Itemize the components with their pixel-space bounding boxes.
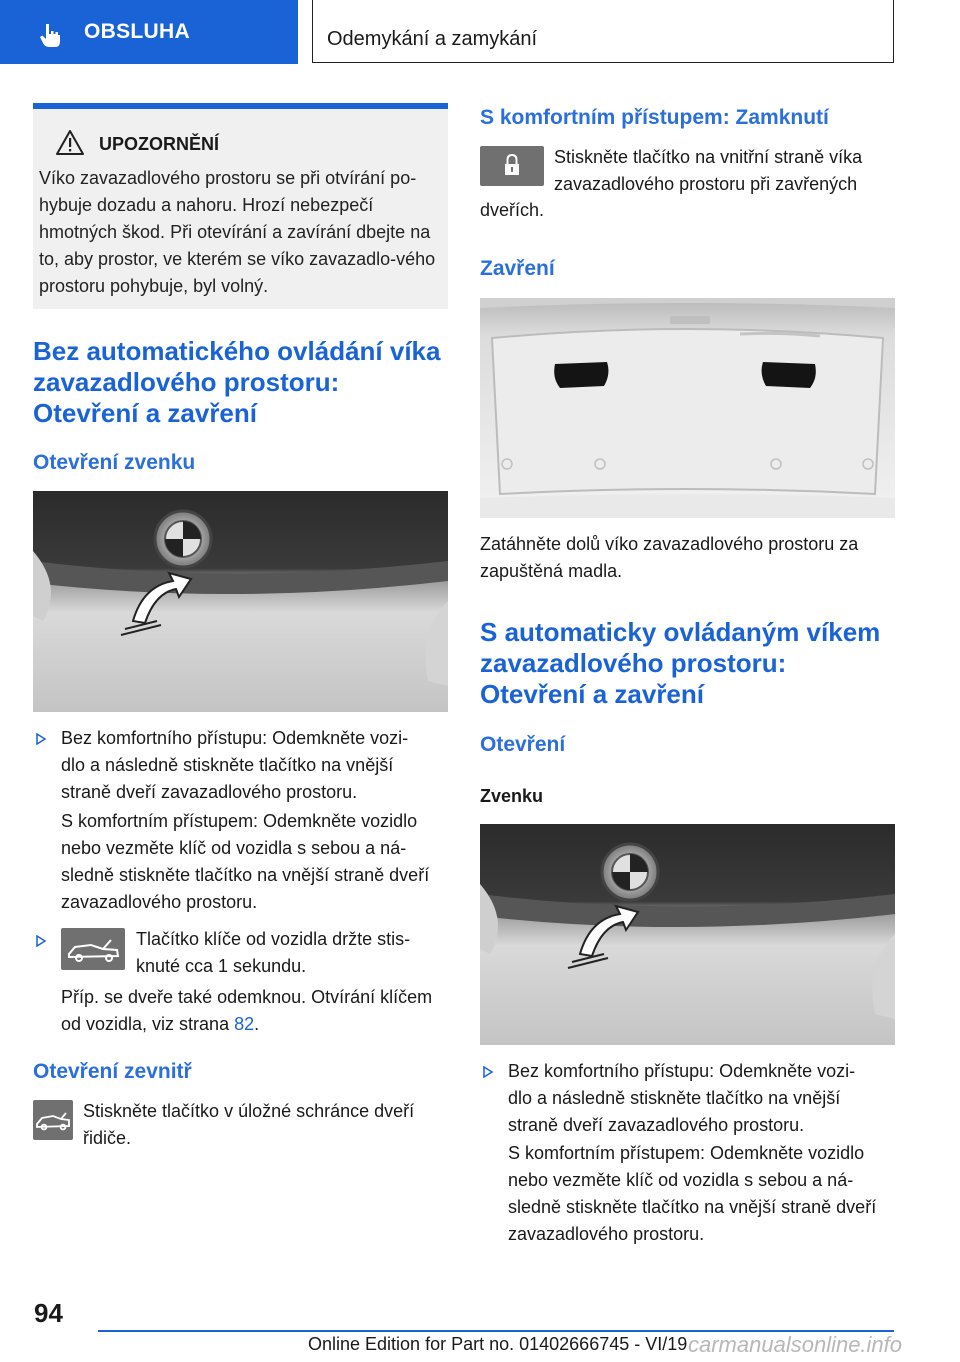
lock-icon (480, 146, 544, 186)
edition-text: Online Edition for Part no. 01402666745 - VI/19 (308, 1334, 688, 1354)
triangle-bullet-icon (35, 935, 47, 947)
bullet-text: knuté cca 1 sekundu. (136, 956, 307, 976)
text-span: od vozidla, viz strana (61, 1014, 235, 1034)
page-number: 94 (34, 1298, 63, 1328)
chapter-title: Odemykání a zamykání (327, 28, 538, 50)
bullet-text-with-link (61, 1011, 259, 1038)
section-label: OBSLUHA (84, 20, 190, 43)
warning-triangle-icon (55, 129, 85, 156)
instruction-text: dveřích. (480, 200, 545, 220)
subheading-open: Otevření (480, 733, 566, 756)
subheading-open-outside: Otevření zvenku (33, 451, 196, 474)
bullet-text: zavazadlového prostoru. (61, 892, 258, 912)
left-heading-line2: zavazadlového prostoru: (33, 367, 340, 397)
car-trunk-icon (33, 1100, 73, 1140)
bullet-text: dlo a následně stiskněte tlačítko na vnější (508, 1088, 841, 1108)
bullet-text: sledně stiskněte tlačítko na vnější straně dveří (508, 1197, 877, 1217)
trunk-button-photo (480, 824, 895, 1045)
bullet-text: zavazadlového prostoru. (508, 1224, 705, 1244)
bullet-text: dlo a následně stiskněte tlačítko na vnější (61, 755, 394, 775)
instruction-text: zapuštěná madla. (480, 561, 623, 581)
car-trunk-icon (61, 928, 125, 970)
left-heading-line1: Bez automatického ovládání víka (33, 336, 441, 366)
subheading-open-inside: Otevření zevnitř (33, 1060, 192, 1083)
bullet-text: Bez komfortního přístupu: Odemkněte vozi- (61, 728, 409, 748)
trunk-lid-interior-photo (480, 298, 895, 518)
section-tab[interactable] (0, 0, 298, 64)
bullet-text: straně dveří zavazadlového prostoru. (508, 1115, 805, 1135)
page-link[interactable]: 82 (234, 1014, 255, 1034)
right-heading-line2: zavazadlového prostoru: (480, 648, 787, 678)
triangle-bullet-icon (482, 1066, 494, 1078)
chapter-header (312, 0, 894, 63)
bullet-text: straně dveří zavazadlového prostoru. (61, 782, 358, 802)
warning-text: Víko zavazadlového prostoru se při otvírání po-hybuje dozadu a nahoru. Hrozí nebezpečí hmotných škod. Při otevírání a zavírání dbejte na to, aby prostor, ve kterém se víko zavazadlo-vého prostoru pohybuje, byl volný. (39, 168, 436, 296)
bullet-text: S komfortním přístupem: Odemkněte vozidlo (508, 1143, 865, 1163)
instruction-text: řidiče. (83, 1128, 132, 1148)
left-heading-line3: Otevření a zavření (33, 398, 257, 428)
trunk-button-photo (33, 491, 448, 712)
watermark: carmanualsonline.info (688, 1332, 903, 1357)
subheading-close: Zavření (480, 257, 555, 280)
bullet-text: nebo vezměte klíč od vozidla s sebou a ná- (61, 838, 407, 858)
bullet-text: Bez komfortního přístupu: Odemkněte vozi- (508, 1061, 856, 1081)
instruction-text: Zatáhněte dolů víko zavazadlového prostoru za (480, 534, 859, 554)
bullet-text: Příp. se dveře také odemknou. Otvírání klíčem (61, 987, 433, 1007)
warning-box (33, 103, 448, 309)
hand-pointer-icon (38, 22, 64, 48)
bullet-text: Tlačítko klíče od vozidla držte stis- (136, 929, 411, 949)
subheading-outside: Zvenku (480, 786, 544, 806)
right-heading-line1: S automaticky ovládaným víkem (480, 617, 881, 647)
bullet-text: S komfortním přístupem: Odemkněte vozidlo (61, 811, 418, 831)
bullet-text: nebo vezměte klíč od vozidla s sebou a ná- (508, 1170, 854, 1190)
instruction-text: Stiskněte tlačítko na vnitřní straně víka (554, 147, 863, 167)
instruction-text: Stiskněte tlačítko v úložné schránce dveří (83, 1101, 415, 1121)
bullet-text: sledně stiskněte tlačítko na vnější straně dveří (61, 865, 430, 885)
instruction-text: zavazadlového prostoru při zavřených (554, 174, 858, 194)
warning-title: UPOZORNĚNÍ (99, 134, 220, 154)
text-span: . (254, 1014, 260, 1034)
subheading-comfort-lock: S komfortním přístupem: Zamknutí (480, 106, 829, 129)
right-heading-line3: Otevření a zavření (480, 679, 704, 709)
triangle-bullet-icon (35, 733, 47, 745)
